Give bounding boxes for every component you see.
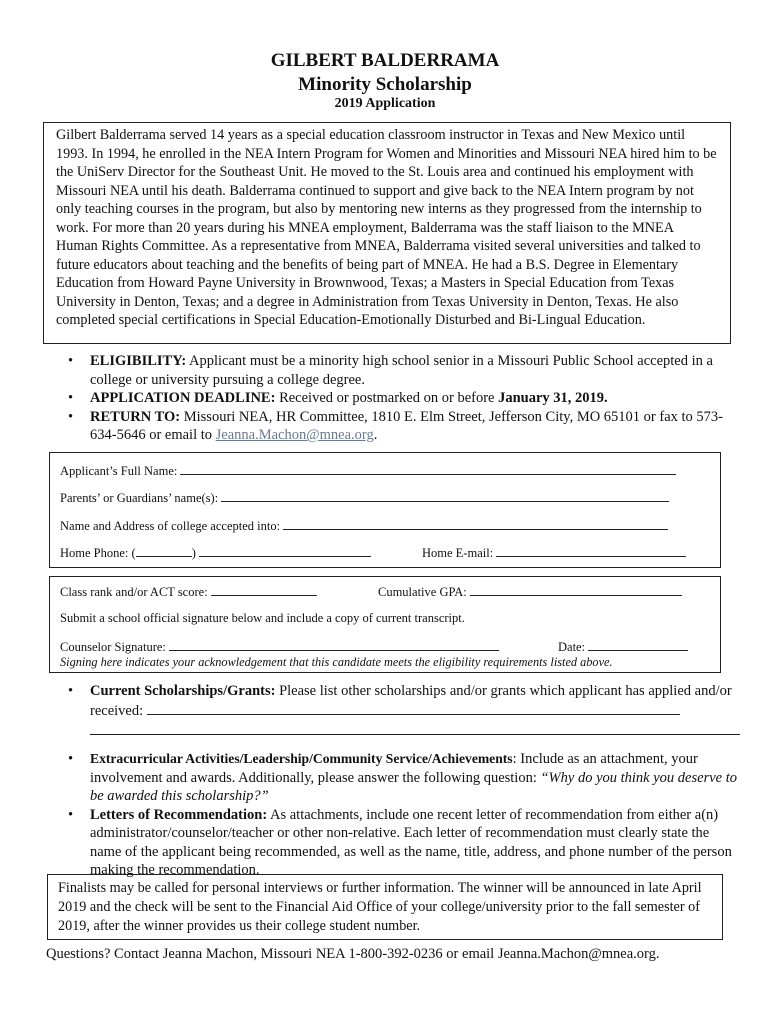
home-email-label: Home E-mail: (422, 546, 494, 560)
bullet-icon: • (68, 751, 74, 767)
school-official-form (49, 576, 721, 673)
date-field[interactable] (588, 638, 688, 651)
extracurricular-label: Extracurricular Activities/Leadership/Community Service/Achievements (90, 751, 513, 766)
return-end: . (373, 427, 378, 443)
requirements-list (60, 352, 740, 445)
return-email-link[interactable]: Jeanna.Machon@mnea.org (215, 427, 374, 443)
college-field[interactable] (283, 517, 668, 530)
college-label: Name and Address of college accepted into: (60, 519, 281, 533)
scholarships-field-line-2[interactable] (90, 722, 740, 735)
guardians-field[interactable] (221, 489, 669, 502)
biography-box: Gilbert Balderrama served 14 years as a special education classroom instructor in Texas and New Mexico until 1993. In 1994, he enrolled in the NEA Intern Program for Women and Minorities and Missouri NEA hired him to be the UniServ Director for the Southeast Unit. He moved to the St. Louis area and continued his employment with Missouri NEA until his death. Balderrama continued to support and give back to the NEA Intern program by not only teaching courses in the program, but also by mentoring new interns as they progressed from the internship to work. For more than 20 years during his MNEA employment, Balderrama was the staff liaison to the MNEA Human Rights Committee. As a representative from MNEA, Balderrama visited several universities and talked to future educators about teaching and the benefits of being part of MNEA. He had a B.S. Degree in Elementary Education from Howard Payne University in Brownwood, Texas; a Masters in Special Education from Texas University in Denton, Texas; and a degree in Administration from Texas University in Denton, Texas. He also completed special certifications in Special Education-Emotionally Disturbed and Bi-Lingual Education. (43, 122, 731, 344)
guardians-label: Parents’ or Guardians’ name(s): (60, 491, 219, 505)
deadline-text: Received or postmarked on or before (275, 390, 499, 406)
eligibility-text: Applicant must be a minority high school senior in a Missouri Public School accepted in a college or university pursuing a college degree. (90, 353, 713, 388)
scholarship-subtitle: Minority Scholarship (298, 74, 472, 95)
home-phone-paren: ) (191, 546, 196, 560)
bullet-icon: • (68, 683, 74, 699)
finalists-note-box: Finalists may be called for personal interviews or further information. The winner will be announced in late April 2019 and the check will be sent to the Financial Aid Office of your college/university prior to the fall semester of 2019, after the winner provides us their college student number. (47, 874, 723, 940)
application-year: 2019 Application (334, 96, 436, 111)
counselor-signature-label: Counselor Signature: (60, 640, 166, 654)
eligibility-label: ELIGIBILITY: (90, 353, 187, 369)
gpa-label: Cumulative GPA: (378, 585, 467, 599)
additional-requirements-list (60, 682, 740, 880)
extracurricular-question: “Why do you think you deserve to be awarded this scholarship?” (90, 769, 737, 804)
bullet-icon: • (68, 353, 74, 369)
scholarships-field[interactable] (147, 701, 680, 715)
return-item (60, 408, 740, 445)
area-code-field[interactable] (136, 544, 192, 557)
acknowledgement-note: Signing here indicates your acknowledgement that this candidate meets the eligibility requirements listed above. (60, 655, 613, 669)
gpa-field[interactable] (470, 583, 682, 596)
contact-line: Questions? Contact Jeanna Machon, Missouri NEA 1-800-392-0236 or email Jeanna.Machon@mnea.org. (46, 946, 660, 962)
scholarships-text: Please list other scholarships and/or grants which applicant has applied and/or received: (90, 683, 732, 719)
bullet-icon: • (68, 408, 74, 425)
class-rank-field[interactable] (211, 583, 317, 596)
deadline-item (60, 389, 740, 408)
class-rank-label: Class rank and/or ACT score: (60, 585, 208, 599)
deadline-date: January 31, 2019. (498, 390, 608, 406)
counselor-signature-field[interactable] (169, 638, 499, 651)
return-text: Missouri NEA, HR Committee, 1810 E. Elm Street, Jefferson City, MO 65101 or fax to 573-634-5646 or email to (90, 408, 724, 443)
full-name-field[interactable] (180, 462, 676, 475)
date-label: Date: (558, 640, 586, 654)
letters-text: As attachments, include one recent letter of recommendation from either a(n) administrator/counselor/teacher or other non-relative. Each letter of recommendation must clearly state the name of the applicant being recommended, as well as the name, title, address, and phone number of the person making the recommendation. (90, 806, 732, 878)
home-phone-label: Home Phone: ( (60, 546, 136, 560)
scholarship-name-title: GILBERT BALDERRAMA (270, 50, 500, 71)
eligibility-item (60, 352, 740, 389)
home-phone-field[interactable] (199, 544, 371, 557)
full-name-label: Applicant’s Full Name: (60, 464, 178, 478)
scholarships-item (60, 682, 740, 735)
deadline-label: APPLICATION DEADLINE: (90, 390, 276, 406)
bullet-icon: • (68, 390, 74, 406)
scholarships-label: Current Scholarships/Grants: (90, 683, 276, 699)
letters-label: Letters of Recommendation: (90, 806, 268, 823)
extracurricular-text: : Include as an attachment, your involvement and awards. Additionally, please answer the following question: (90, 751, 698, 786)
letters-item (60, 806, 740, 880)
home-email-field[interactable] (496, 544, 686, 557)
submit-instruction: Submit a school official signature below and include a copy of current transcript. (60, 611, 465, 625)
return-label: RETURN TO: (90, 408, 181, 425)
bullet-icon: • (68, 806, 74, 823)
extracurricular-item (60, 750, 740, 806)
applicant-info-form (49, 452, 721, 568)
